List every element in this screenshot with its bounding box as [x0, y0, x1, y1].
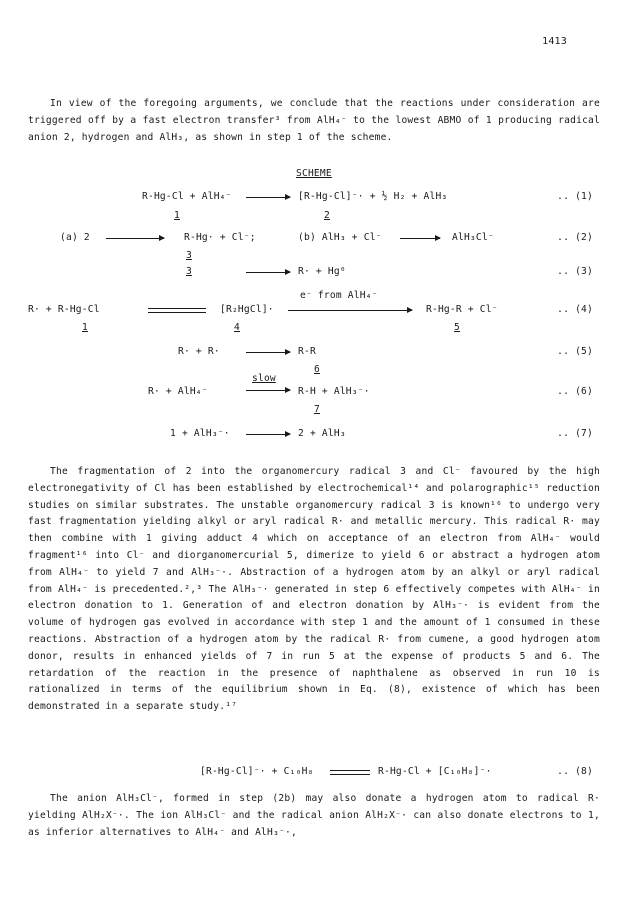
- eq8-equilibrium-arrow: [330, 767, 370, 777]
- intro-text: In view of the foregoing arguments, we conclude that the reactions under consideration are triggered off by a fast electron transfer³ from AlH₄⁻ to the lowest ABMO of 1 producing radical anion 2, hydrogen and AlH₃, as shown in step 1 of the scheme.: [28, 98, 600, 143]
- eq2-a-product: R-Hg· + Cl⁻;: [184, 232, 256, 243]
- page-number: 1413: [542, 36, 567, 47]
- eq4-equilibrium-arrow: [148, 305, 206, 315]
- eq6-reactants: R· + AlH₄⁻: [148, 386, 208, 397]
- eq2-a-arrow: [106, 238, 164, 239]
- eq7-arrow: [246, 434, 290, 435]
- eq5-label: 6: [314, 364, 320, 375]
- eq2-b-arrow: [400, 238, 440, 239]
- eq8-products: R-Hg-Cl + [C₁₀H₈]⁻·: [378, 766, 492, 777]
- eq4-arrow: [288, 310, 412, 311]
- eq4-products: R-Hg-R + Cl⁻: [426, 304, 498, 315]
- body-paragraph-1: [28, 464, 600, 716]
- eq5-product: R-R: [298, 346, 316, 357]
- equation-7: [0, 428, 625, 446]
- eq4-label-right: 5: [454, 322, 460, 333]
- eq2-a-reactant: (a) 2: [60, 232, 90, 243]
- eq8-number: .. (8): [557, 766, 593, 777]
- equation-6: [0, 386, 625, 404]
- eq3-products: R· + Hg⁰: [298, 266, 346, 277]
- eq1-reactants: R-Hg-Cl + AlH₄⁻: [142, 191, 232, 202]
- scheme-title: SCHEME: [296, 168, 332, 179]
- eq7-products: 2 + AlH₃: [298, 428, 346, 439]
- eq6-products: R-H + AlH₃⁻·: [298, 386, 370, 397]
- intro-paragraph: [28, 96, 600, 146]
- eq1-number: .. (1): [557, 191, 593, 202]
- body-text-2: The anion AlH₃Cl⁻, formed in step (2b) may also donate a hydrogen atom to radical R· yielding AlH₂X⁻·. The ion AlH₃Cl⁻ and the radical anion AlH₂X⁻· can also donate electrons to 1, as inferior alternatives to AlH₄⁻ and AlH₃⁻·,: [28, 793, 600, 838]
- eq2-b-reactants: (b) AlH₃ + Cl⁻: [298, 232, 382, 243]
- eq1-products: [R-Hg-Cl]⁻· + ½ H₂ + AlH₃: [298, 191, 448, 202]
- eq8-reactants: [R-Hg-Cl]⁻· + C₁₀H₈: [200, 766, 314, 777]
- eq2-a-label: 3: [186, 250, 192, 261]
- eq4-condition: e⁻ from AlH₄⁻: [300, 290, 378, 301]
- eq2-number: .. (2): [557, 232, 593, 243]
- eq1-label-right: 2: [324, 210, 330, 221]
- eq4-label-mid: 4: [234, 322, 240, 333]
- equation-5: [0, 346, 625, 364]
- eq6-condition: slow: [252, 373, 276, 384]
- equation-1: [0, 191, 625, 209]
- eq6-arrow: [246, 390, 290, 391]
- eq4-number: .. (4): [557, 304, 593, 315]
- eq4-label-left: 1: [82, 322, 88, 333]
- eq1-arrow: [246, 197, 290, 198]
- eq3-arrow: [246, 272, 290, 273]
- eq3-number: .. (3): [557, 266, 593, 277]
- eq6-label: 7: [314, 404, 320, 415]
- eq6-number: .. (6): [557, 386, 593, 397]
- eq7-number: .. (7): [557, 428, 593, 439]
- equation-8: [0, 766, 625, 784]
- body-paragraph-2: [28, 791, 600, 841]
- eq4-reactants: R· + R-Hg-Cl: [28, 304, 100, 315]
- eq1-label-left: 1: [174, 210, 180, 221]
- equation-3: [0, 266, 625, 284]
- eq5-number: .. (5): [557, 346, 593, 357]
- eq7-reactants: 1 + AlH₃⁻·: [170, 428, 230, 439]
- eq3-reactant: 3: [186, 266, 192, 277]
- eq5-reactants: R· + R·: [178, 346, 220, 357]
- eq5-arrow: [246, 352, 290, 353]
- eq2-b-product: AlH₃Cl⁻: [452, 232, 494, 243]
- equation-2: [0, 232, 625, 250]
- eq4-intermediate: [R₂HgCl]·: [220, 304, 274, 315]
- body-text-1: The fragmentation of 2 into the organomercury radical 3 and Cl⁻ favoured by the high electronegativity of Cl has been established by electrochemical¹⁴ and polarographic¹⁵ reduction studies on similar substrates. The unstable organomercury radical 3 is known¹⁶ to undergo very fast fragmentation yielding alkyl or aryl radical R· and metallic mercury. This radical R· may then combine with 1 giving adduct 4 which on acceptance of an electron from AlH₄⁻ would fragment¹⁶ into Cl⁻ and diorganomercurial 5, dimerize to yield 6 or abstract a hydrogen atom from AlH₄⁻ to yield 7 and AlH₃⁻·. Abstraction of a hydrogen atom by an alkyl or aryl radical from AlH₄⁻ is precedented.²,³ The AlH₃⁻· generated in step 6 effectively competes with AlH₄⁻ in electron donation to 1. Generation of and electron donation by AlH₃⁻· is evident from the volume of hydrogen gas evolved in accordance with step 1 and the amount of 1 consumed in these reactions. Abstraction of a hydrogen atom by the radical R· from cumene, a good hydrogen atom donor, results in enhanced yields of 7 in run 5 at the expense of products 5 and 6. The retardation of the reaction in the presence of naphthalene as observed in run 10 is rationalized in terms of the equilibrium shown in Eq. (8), existence of which has been demonstrated in a separate study.¹⁷: [28, 466, 600, 713]
- equation-4: [0, 304, 625, 322]
